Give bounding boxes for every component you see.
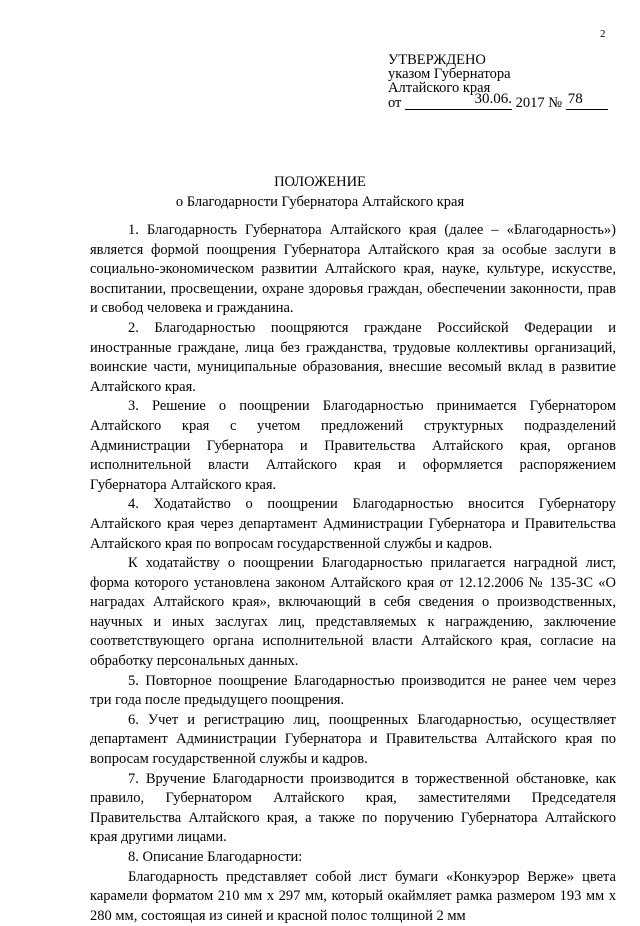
approval-year-text: 2017 № — [515, 95, 563, 111]
paragraph: 3. Решение о поощрении Благодарностью принимается Губернатором Алтайского края с учетом предложений структурных подразделений Администрации Губернатора и Правительства Алтайского края, органов исполнительной власти Алтайского края и оформляется распоряжением Губернатора Алтайского края. — [90, 398, 616, 493]
paragraph: 4. Ходатайство о поощрении Благодарностью вносится Губернатору Алтайского края через департамент Администрации Губернатора и Правительства Алтайского края по вопросам государственной службы и кадров. — [90, 496, 616, 552]
approval-number-field — [566, 91, 608, 110]
paragraph: 1. Благодарность Губернатора Алтайского края (далее – «Благодарность») является формой поощрения Губернатора Алтайского края за особые заслуги в социально-экономическом развитии Алтайского края, науке, культуре, искусстве, воспитании, просвещении, охране здоровья граждан, обеспечении законности, прав и свобод человека и гражданина. — [90, 222, 616, 317]
approval-number-value: 78 — [567, 91, 583, 107]
document-body — [90, 221, 616, 926]
paragraph: К ходатайству о поощрении Благодарностью прилагается наградной лист, форма которого установлена законом Алтайского края от 12.12.2006 № 135-ЗС «О наградах Алтайского края», включающий в себя сведения о производственных, научных и иных заслугах лиц, представляемых к награждению, заключение соответствующего органа исполнительной власти Алтайского края, согласие на обработку персональных данных. — [90, 555, 616, 670]
document-title — [0, 172, 640, 212]
approval-heading: УТВЕРЖДЕНО — [388, 52, 486, 68]
approval-date-value: 30.06. — [474, 91, 513, 107]
title-main: ПОЛОЖЕНИЕ — [274, 174, 366, 190]
paragraph: 7. Вручение Благодарности производится в торжественной обстановке, как правило, Губернатором Алтайского края, заместителями Председателя Правительства Алтайского края, а также по поручению Губернатора Алтайского края другими лицами. — [90, 770, 616, 846]
paragraph: 5. Повторное поощрение Благодарностью производится не ранее чем через три года после предыдущего поощрения. — [90, 672, 616, 709]
paragraph: 2. Благодарностью поощряются граждане Российской Федерации и иностранные граждане, лица без гражданства, трудовые коллективы организаций, воинские части, муниципальные образования, внесшие весомый вклад в развитие Алтайского края. — [90, 319, 616, 395]
title-subtitle: о Благодарности Губернатора Алтайского края — [175, 194, 465, 210]
approval-line-1: указом Губернатора — [388, 66, 511, 82]
page-number: 2 — [600, 28, 606, 40]
paragraph: Благодарность представляет собой лист бумаги «Конкуэрор Верже» цвета карамели форматом 210 мм х 297 мм, который окаймляет рамка размером 193 мм х 280 мм, состоящая из синей и красной полос толщиной 2 мм — [90, 868, 616, 924]
approval-stamp — [388, 53, 618, 110]
paragraph: 8. Описание Благодарности: — [128, 849, 303, 865]
paragraph: 6. Учет и регистрацию лиц, поощренных Благодарностью, осуществляет департамент Администрации Губернатора и Правительства Алтайского края по вопросам государственной службы и кадров. — [90, 711, 616, 768]
approval-date-line — [388, 91, 618, 111]
approval-date-field — [405, 91, 513, 110]
approval-line-2: Алтайского края — [388, 80, 491, 96]
approval-from-label: от — [388, 95, 402, 111]
